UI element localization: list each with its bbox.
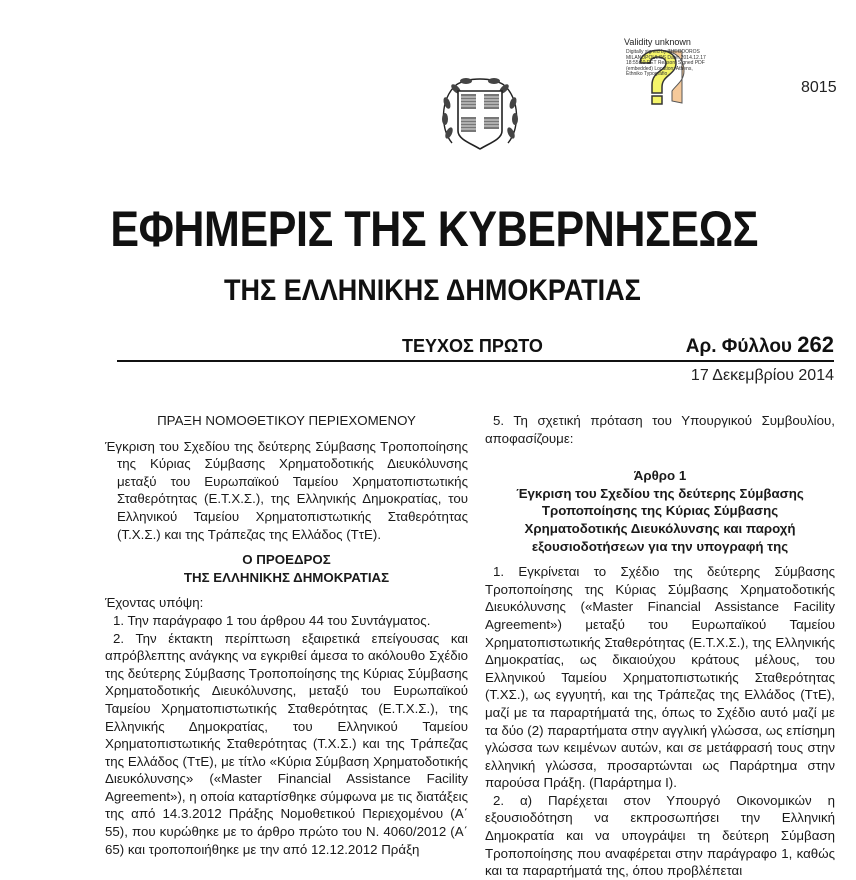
having-regard: Έχοντας υπόψη:	[105, 595, 204, 611]
president-heading-2: ΤΗΣ ΕΛΛΗΝΙΚΗΣ ΔΗΜΟΚΡΑΤΙΑΣ	[183, 569, 390, 585]
gazette-subtitle: ΤΗΣ ΕΛΛΗΝΙΚΗΣ ΔΗΜΟΚΡΑΤΙΑΣ	[224, 274, 641, 307]
sheet-number	[686, 332, 834, 358]
issue-label: ΤΕΥΧΟΣ ΠΡΩΤΟ	[402, 336, 543, 356]
signature-status: Validity unknown	[624, 37, 691, 47]
article-paragraph-2a: 2. α) Παρέχεται στον Υπουργό Οικονομικών η εξουσιοδότηση να εκπροσωπήσει την Ελληνική Δημοκρατία και να υπογράψει τη δεύτερη Σύμβαση Τροποποίησης που αναφέρεται στην παράγραφο 1, καθώς και τα παραρτήματά της, όπου προβλέπεται	[485, 792, 835, 879]
gazette-title: ΕΦΗΜΕΡΙΣ ΤΗΣ ΚΥΒΕΡΝΗΣΕΩΣ	[110, 201, 759, 257]
page-number: 8015	[801, 79, 837, 96]
right-column	[485, 412, 835, 880]
act-title: Έγκριση του Σχεδίου της δεύτερης Σύμβασης Τροποποίησης της Κύριας Σύμβασης Χρηματοδοτικής Διευκόλυνσης μεταξύ του Ευρωπαϊκού Ταμείου Χρηματοπιστωτικής Σταθερότητας (Ε.Τ.Χ.Σ.), της Ελληνικής Δημοκρατίας, του Ελληνικού Ταμείου Χρηματοπιστωτικής Σταθερότητας (Τ.Χ.Σ.) και της Τράπεζας της Ελλάδος (ΤτΕ).	[105, 438, 468, 542]
digital-signature-stamp[interactable]	[622, 37, 712, 105]
signature-details: Digitally signed by THEODOROS MILANOPOULOS Date: 2014.12.17 18:55:40 EET Reason: Signed PDF (embedded) Location: Athens, Ethniko Typografio	[626, 49, 706, 78]
act-type: ΠΡΑΞΗ ΝΟΜΟΘΕΤΙΚΟΥ ΠΕΡΙΕΧΟΜΕΝΟΥ	[157, 413, 416, 428]
coat-of-arms-icon	[438, 73, 522, 157]
issue-date: 17 Δεκεμβρίου 2014	[690, 367, 834, 384]
recital-1: 1. Την παράγραφο 1 του άρθρου 44 του Συντάγματος.	[113, 612, 431, 628]
sheet-number-value: 262	[797, 332, 834, 357]
article-title: Έγκριση του Σχεδίου της δεύτερης Σύμβασης Τροποποίησης της Κύριας Σύμβασης Χρηματοδοτικής Διευκόλυνσης και παροχή εξουσιοδοτήσεων για την υπογραφή της	[516, 485, 804, 554]
recital-2: 2. Την έκτακτη περίπτωση εξαιρετικά επείγουσας και απρόβλεπτης ανάγκης να εγκριθεί άμεσα το ακόλουθο Σχέδιο της δεύτερης Σύμβασης Τροποποίησης της Κύριας Σύμβασης Χρηματοδοτικής Διευκόλυνσης, μεταξύ του Ευρωπαϊκού Ταμείου Χρηματοπιστωτικής Σταθερότητας (Ε.Τ.Χ.Σ.), της Ελληνικής Δημοκρατίας, του Ελληνικού Ταμείου Χρηματοπιστωτικής Σταθερότητας (Τ.Χ.Σ.) και της Τράπεζας της Ελλάδος (ΤτΕ), με τίτλο «Κύρια Σύμβαση Χρηματοδοτικής Διευκόλυνσης» («Master Financial Assistance Facility Agreement»), η οποία καταρτίσθηκε σύμφωνα με τις διατάξεις της από 14.3.2012 Πράξης Νομοθετικού Περιεχομένου (Α΄ 55), που κυρώθηκε με το άρθρο πρώτο του Ν. 4060/2012 (Α΄ 65) και τροποποιήθηκε με την από 12.12.2012 Πράξη	[105, 630, 468, 857]
president-heading-1: Ο ΠΡΟΕΔΡΟΣ	[242, 552, 331, 568]
sheet-label: Αρ. Φύλλου	[685, 336, 792, 357]
recital-5: 5. Τη σχετική πρόταση του Υπουργικού Συμβουλίου, αποφασίζουμε:	[485, 413, 835, 446]
header-divider	[117, 360, 834, 362]
article-paragraph-1: 1. Εγκρίνεται το Σχέδιο της δεύτερης Σύμβασης Τροποποίησης της Κύριας Σύμβασης Χρηματοδοτικής Διευκόλυνσης («Master Financial Assistance Facility Agreement») μεταξύ του Ευρωπαϊκού Ταμείου Χρηματοπιστωτικής Σταθερότητας (Ε.Τ.Χ.Σ.), της Ελληνικής Δημοκρατίας, ως δικαιούχου κράτους μέλους, του Ελληνικού Ταμείου Χρηματοπιστωτικής Σταθερότητας (Τ.ΧΣ.), ως εγγυητή, και της Τράπεζας της Ελλάδος (ΤτΕ), μαζί με τα παραρτήματά της, όπως το Σχέδιο αυτό μαζί με τα δύο (2) παραρτήματα στην αγγλική γλώσσα, ως επίσημη γλώσσα των κειμένων αυτών, και σε μετάφρασή τους στην ελληνική γλώσσα, προσαρτώνται ως Παράρτημα στην παρούσα Πράξη. (Παράρτημα Ι).	[485, 564, 835, 791]
left-column	[105, 412, 468, 858]
article-number: Άρθρο 1	[633, 468, 687, 484]
